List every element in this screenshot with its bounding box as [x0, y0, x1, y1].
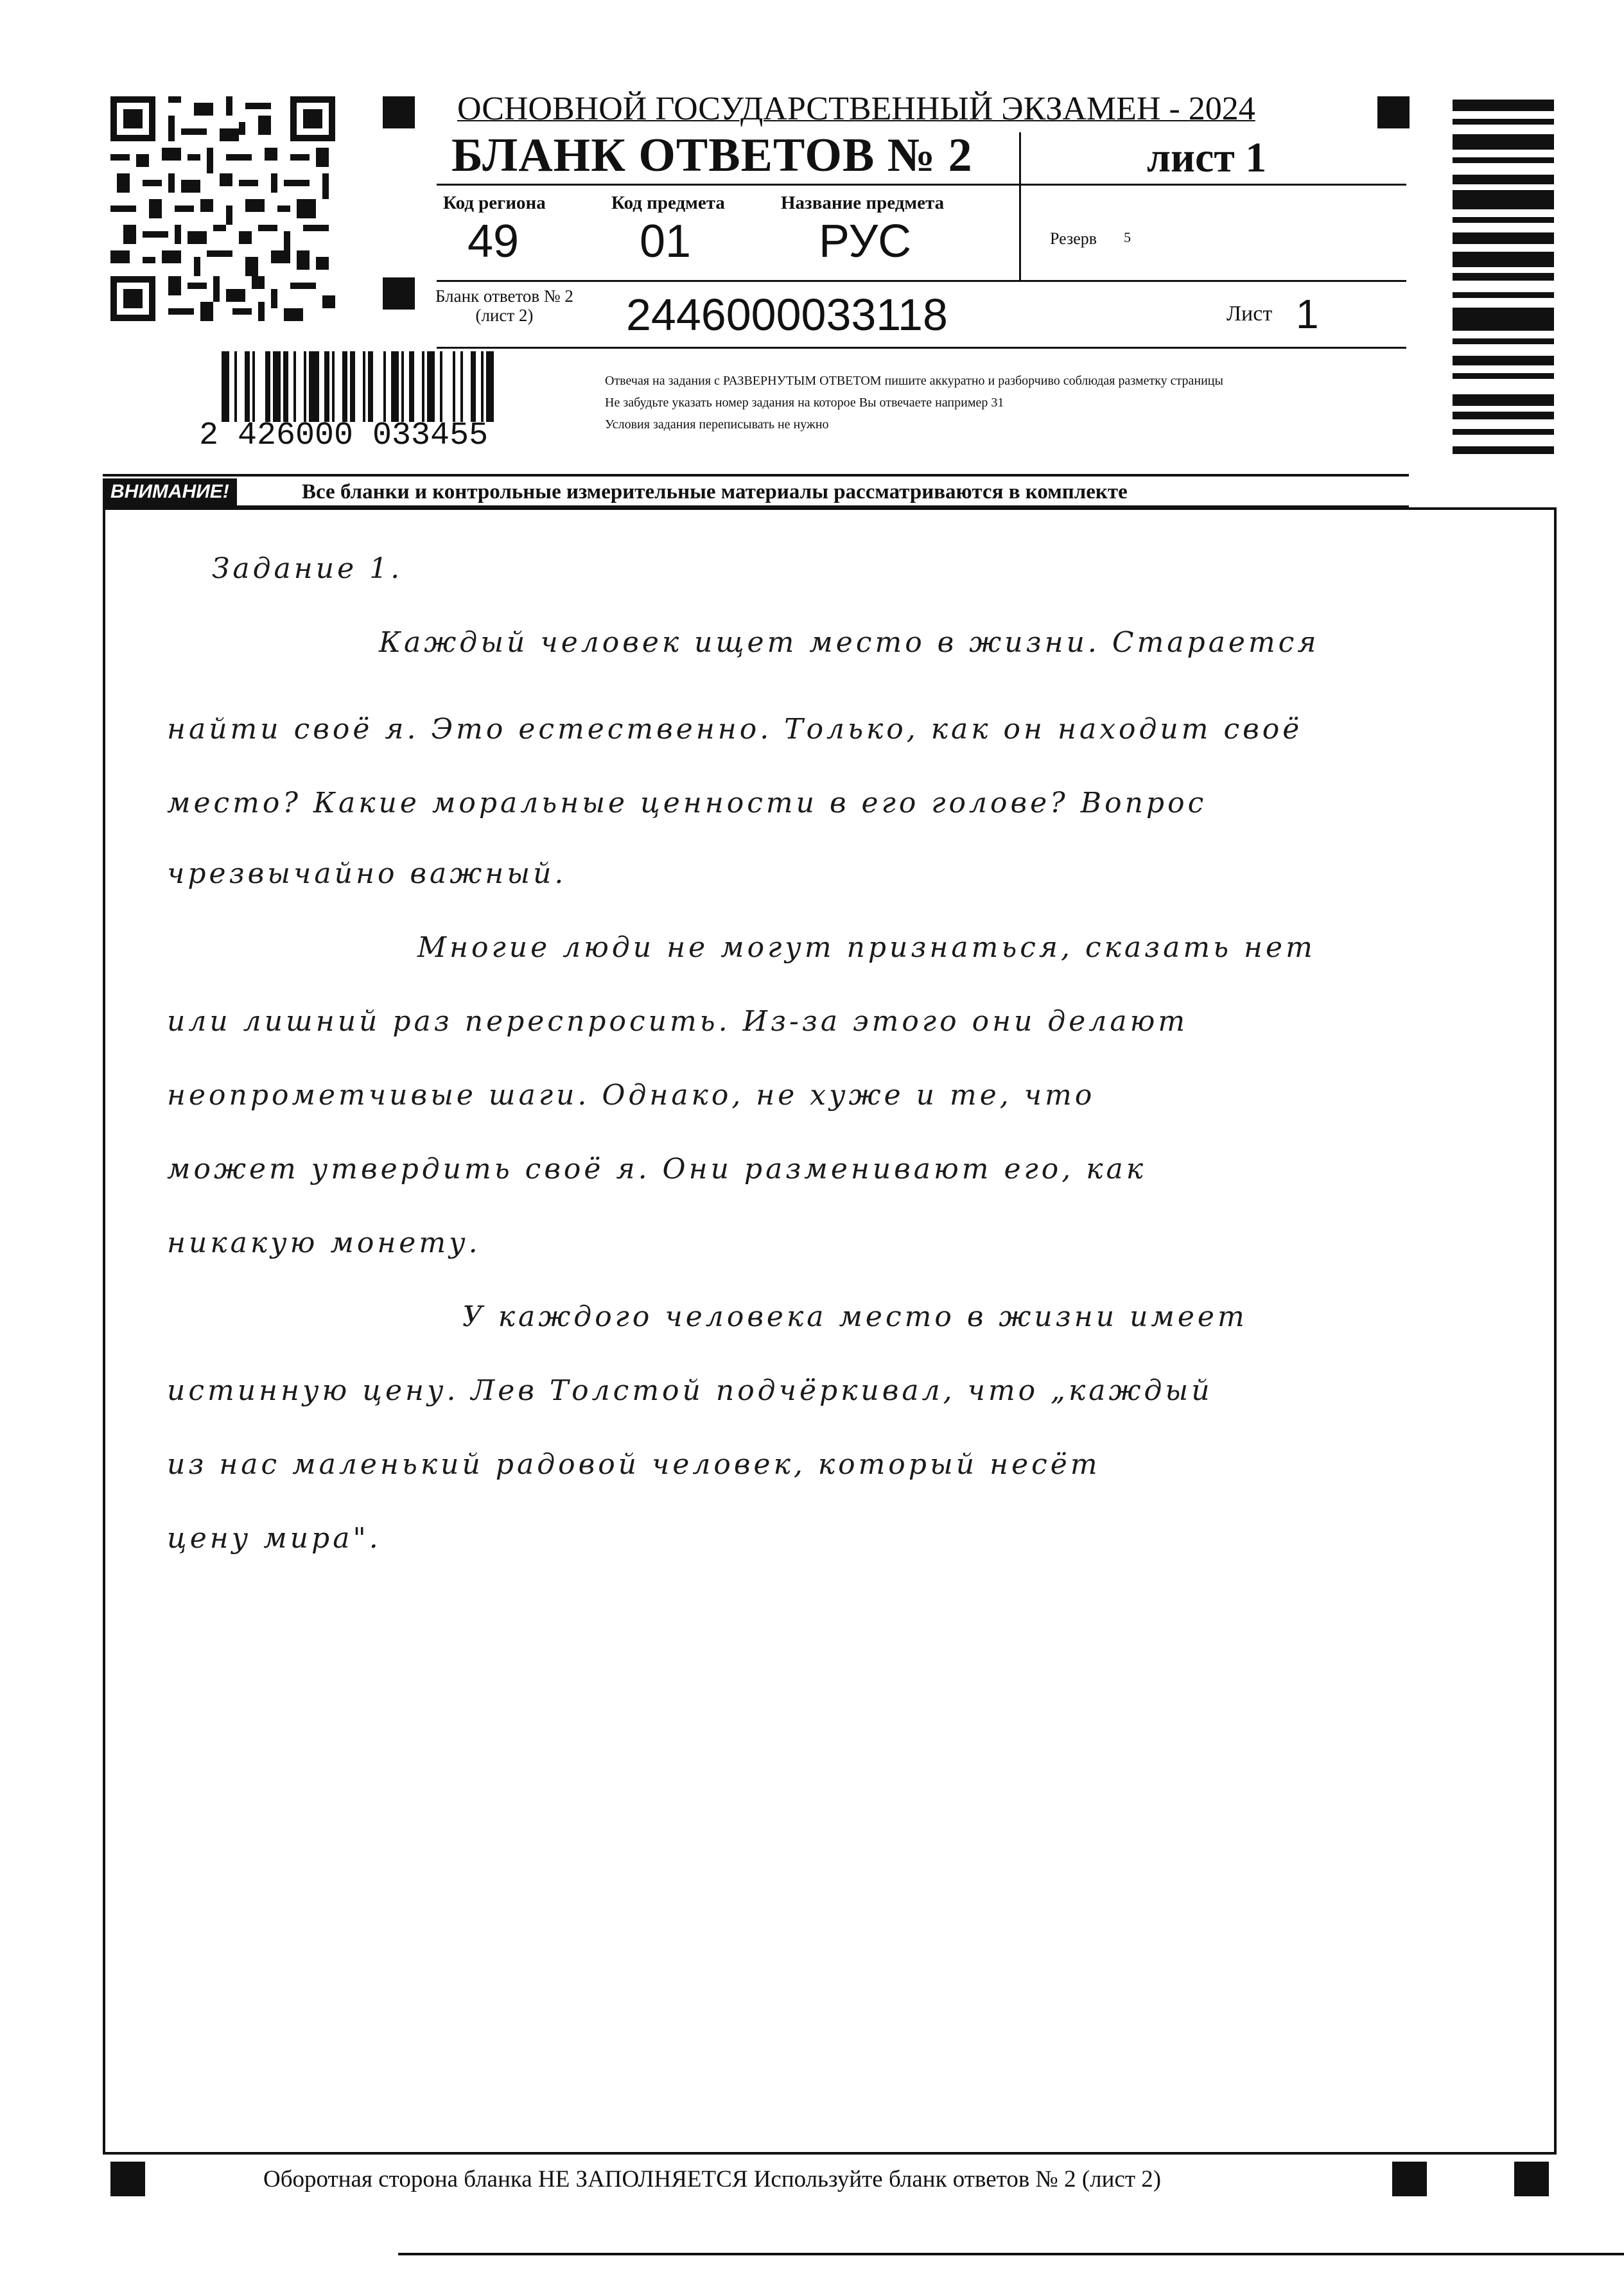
form-ref-label-line2: (лист 2) [475, 306, 534, 325]
exam-title: ОСНОВНОЙ ГОСУДАРСТВЕННЫЙ ЭКЗАМЕН - 2024 [457, 91, 1255, 127]
hw-line-10: У каждого человека место в жизни имеет [462, 1300, 1248, 1333]
footer-rule [398, 2253, 1624, 2255]
subject-code-value: 01 [640, 216, 692, 267]
subject-name-value: РУС [819, 216, 912, 267]
warning-top-rule [103, 474, 1409, 477]
hw-line-3: место? Какие моральные ценности в его голове? Вопрос [167, 787, 1207, 819]
footer-text: Оборотная сторона бланка НЕ ЗАПОЛНЯЕТСЯ Используйте бланк ответов № 2 (лист 2) [263, 2166, 1162, 2192]
reserve-value: 5 [1124, 229, 1131, 245]
marker-bottom-left [110, 2162, 145, 2196]
hw-heading: Задание 1. [212, 552, 403, 585]
instruction-line-2: Не забудьте указать номер задания на которое Вы отвечаете например 31 [605, 396, 1004, 410]
form-number: 2446000033118 [626, 290, 948, 340]
header-rule-3 [437, 347, 1406, 349]
warning-badge: ВНИМАНИЕ! [103, 478, 237, 505]
hw-line-11: истинную цену. Лев Толстой подчёркивал, что „каждый [167, 1374, 1213, 1407]
instruction-line-3: Условия задания переписывать не нужно [605, 417, 829, 432]
side-barcode [1453, 100, 1554, 466]
warning-text: Все бланки и контрольные измерительные материалы рассматриваются в комплекте [302, 480, 1128, 503]
marker-bottom-mid [1392, 2162, 1427, 2196]
subject-name-label: Название предмета [781, 193, 945, 213]
header-rule-1 [437, 184, 1406, 186]
region-value: 49 [467, 216, 520, 267]
form-ref-label [435, 286, 573, 325]
reserve-label: Резерв [1050, 229, 1097, 248]
hw-line-6: или лишний раз переспросить. Из-за этого они делают [167, 1005, 1189, 1038]
barcode-number: 2 426000 033455 [199, 417, 489, 454]
marker-mid-left [383, 277, 415, 310]
hw-line-2: найти своё я. Это естественно. Только, как он находит своё [167, 713, 1303, 746]
marker-bottom-right [1514, 2162, 1549, 2196]
barcode [222, 351, 565, 428]
qr-code [110, 96, 335, 321]
sheet-title: лист 1 [1147, 134, 1267, 181]
hw-line-1: Каждый человек ищет место в жизни. Старается [379, 626, 1320, 659]
hw-line-13: цену мира". [167, 1522, 381, 1555]
sheet-value: 1 [1296, 291, 1319, 337]
hw-line-8: может утвердить своё я. Они разменивают его, как [167, 1153, 1146, 1185]
sheet-label: Лист [1227, 302, 1273, 326]
form-ref-label-line1: Бланк ответов № 2 [435, 286, 573, 306]
hw-line-12: из нас маленький радовой человек, который несёт [167, 1448, 1101, 1481]
hw-line-9: никакую монету. [167, 1227, 481, 1259]
hw-line-7: неопрометчивые шаги. Однако, не хуже и те, что [167, 1079, 1096, 1112]
instruction-line-1: Отвечая на задания с РАЗВЕРНУТЫМ ОТВЕТОМ пишите аккуратно и разборчиво соблюдая разметку страницы [605, 374, 1223, 388]
hw-line-4: чрезвычайно важный. [167, 857, 567, 890]
marker-top-left [383, 96, 415, 128]
header-divider [1019, 132, 1021, 280]
marker-top-right [1377, 96, 1410, 128]
header-rule-2 [437, 280, 1406, 282]
hw-line-5: Многие люди не могут признаться, сказать нет [417, 931, 1316, 964]
instructions [605, 370, 1223, 435]
form-title: БЛАНК ОТВЕТОВ № 2 [451, 129, 973, 182]
subject-code-label: Код предмета [611, 193, 725, 213]
region-label: Код региона [443, 193, 546, 213]
